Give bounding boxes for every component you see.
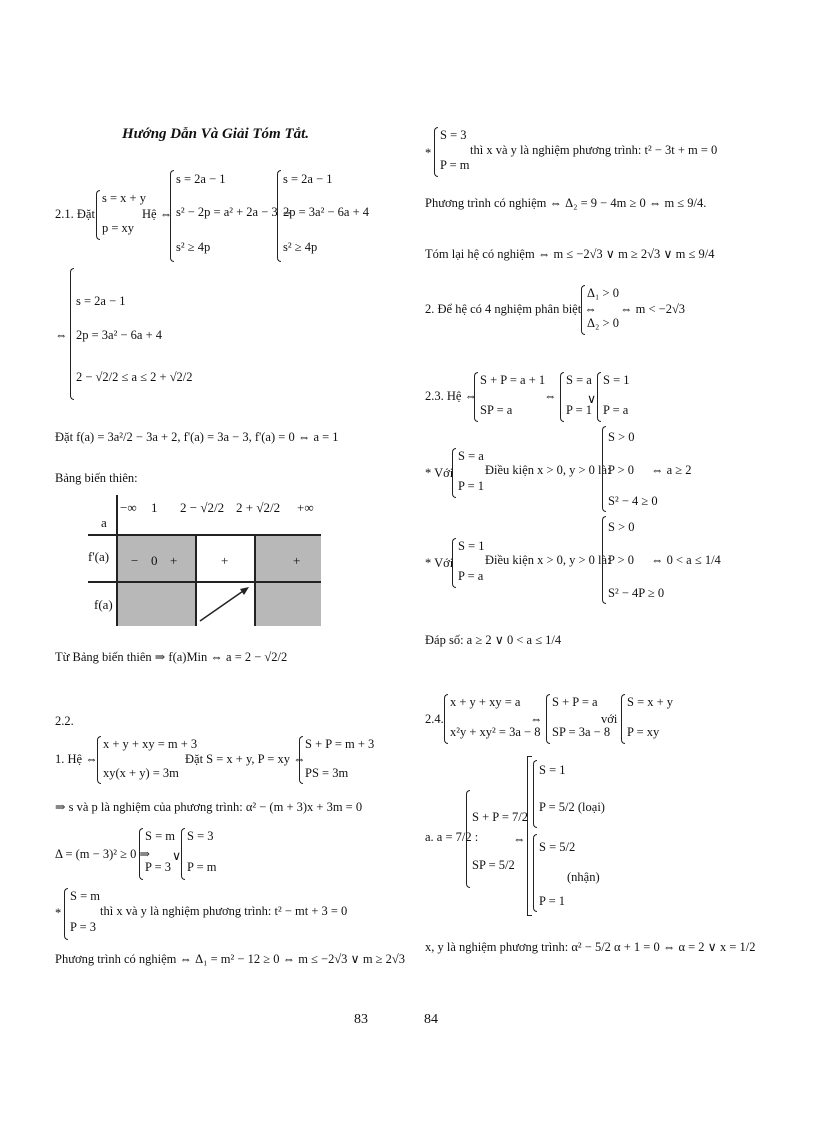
s24-brace3	[621, 694, 625, 744]
s23-or: ∨	[587, 392, 597, 406]
s21-sys4-c: 2 − √2/2 ≤ a ≤ 2 + √2/2	[76, 370, 193, 384]
s22-l3: Δ = (m − 3)² ≥ 0 ⇒	[55, 847, 150, 861]
s24-sys3-b: P = xy	[627, 725, 660, 739]
increase-arrow-icon	[196, 583, 254, 625]
s23-c2-pre: * Với	[425, 556, 454, 570]
s21-func: Đặt f(a) = 3a²/2 − 3a + 2, f'(a) = 3a − 3, f'(a) = 0 ⇔ a = 1	[55, 430, 339, 444]
s22-l4-sys-a: S = m	[70, 889, 100, 903]
s21-sys2-c: s² ≥ 4p	[176, 240, 211, 254]
s23-c1-mid: Điều kiện x > 0, y > 0 là:	[485, 463, 611, 477]
s22-brace4	[181, 828, 185, 880]
table-sign-2: 0	[151, 553, 158, 568]
s22-heading: 2.2.	[55, 714, 74, 728]
table-x-2: 1	[151, 500, 158, 515]
s21-sys1-a: s = x + y	[102, 191, 146, 205]
table-sign-3: +	[170, 553, 178, 568]
r4-sys-a: Δ₁ > 0	[587, 286, 619, 300]
s22-l3-or: ∨	[172, 849, 182, 863]
s24-opt2-brace	[533, 834, 537, 912]
s22-brace3	[139, 828, 143, 880]
s21-sys2-a: s = 2a − 1	[176, 172, 226, 186]
s23-c1-cond-brace	[602, 426, 606, 512]
s23-brace1	[474, 372, 478, 422]
s24-opt1-a: S = 1	[539, 763, 566, 777]
s23-sys1-a: S + P = a + 1	[480, 373, 546, 387]
s21-sys4-a: s = 2a − 1	[76, 294, 126, 308]
s23-c2-brace	[452, 538, 456, 588]
s23-pre: 2.3. Hệ ⇔	[425, 389, 478, 403]
s23-c1-cond-c: S² − 4 ≥ 0	[608, 494, 658, 508]
s24-a-pre: a. a = 7/2 :	[425, 830, 479, 844]
s22-l1-sys2-a: S + P = m + 3	[305, 737, 375, 751]
table-shade-4	[255, 582, 321, 626]
s24-opt2-b: P = 1	[539, 894, 566, 908]
s22-l3-sys1-b: P = 3	[145, 860, 172, 874]
s21-sys3-b: 2p = 3a² − 6a + 4	[283, 205, 369, 219]
s24-brace1	[444, 694, 448, 744]
s23-c1-cond-b: P > 0	[608, 463, 635, 477]
table-vline-main	[116, 495, 118, 626]
page-number-left: 83	[354, 1012, 368, 1027]
s23-c1-brace	[452, 448, 456, 498]
s21-equiv: ⇔	[55, 328, 68, 342]
s23-sys2-b: P = 1	[566, 403, 593, 417]
s23-c1-res: ⇔ a ≥ 2	[651, 463, 692, 477]
table-x-3: 2 − √2/2	[180, 500, 225, 515]
s22-brace2	[299, 736, 303, 784]
s23-c1-pre: * Với	[425, 466, 454, 480]
s22-l4-sys-b: P = 3	[70, 920, 97, 934]
s21-sys4-b: 2p = 3a² − 6a + 4	[76, 328, 162, 342]
s23-answer: Đáp số: a ≥ 2 ∨ 0 < a ≤ 1/4	[425, 633, 562, 647]
section-title: Hướng Dẫn Và Giải Tóm Tắt.	[122, 126, 310, 142]
s21-brace3	[277, 170, 281, 262]
table-row-f: f(a)	[94, 597, 113, 612]
s22-l4-star: *	[55, 906, 62, 920]
table-shade-3	[117, 582, 195, 626]
r1-star: *	[425, 146, 432, 160]
r4-sys-b: Δ₂ > 0	[587, 316, 619, 330]
s24-sys1-a: x + y + xy = a	[450, 695, 521, 709]
s21-brace2	[170, 170, 174, 262]
s23-c2-mid: Điều kiện x > 0, y > 0 là:	[485, 553, 611, 567]
table-sign-5: +	[293, 553, 301, 568]
r2: Phương trình có nghiệm ⇔ Δ₂ = 9 − 4m ≥ 0 ⇔ m ≤ 9/4.	[425, 196, 707, 210]
s21-sys2-b: s² − 2p = a² + 2a − 3 ⇔	[176, 205, 294, 219]
table-sign-1: −	[131, 553, 139, 568]
s24-a-eq: ⇔	[513, 832, 526, 846]
s24-eq: ⇔	[530, 712, 543, 726]
table-shade-2	[255, 535, 321, 581]
s23-eq: ⇔	[544, 389, 557, 403]
s23-sys3-b: P = a	[603, 403, 629, 417]
s23-sys3-a: S = 1	[603, 373, 630, 387]
s23-c2-res: ⇔ 0 < a ≤ 1/4	[651, 553, 721, 567]
s23-sys1-b: SP = a	[480, 403, 513, 417]
table-x-1: −∞	[120, 500, 137, 515]
table-row-a: a	[101, 515, 107, 530]
s23-c1-sys-a: S = a	[458, 449, 484, 463]
s22-brace5	[64, 888, 68, 940]
s24-opt1-b: P = 5/2 (loại)	[539, 800, 605, 814]
s24-a-sys-a: S + P = 7/2	[472, 810, 529, 824]
s23-c1-cond-a: S > 0	[608, 430, 635, 444]
s22-l2: ⇒ s và p là nghiệm của phương trình: α² − (m + 3)x + 3m = 0	[55, 800, 363, 814]
s24-final: x, y là nghiệm phương trình: α² − 5/2 α + 1 = 0 ⇔ α = 2 ∨ x = 1/2	[425, 940, 756, 954]
s21-label: 2.1. Đặt	[55, 207, 95, 221]
s22-l1-sys-b: xy(x + y) = 3m	[103, 766, 179, 780]
s24-voi: với	[601, 712, 618, 726]
s23-c2-cond-a: S > 0	[608, 520, 635, 534]
table-x-5: +∞	[297, 500, 314, 515]
s24-sys3-a: S = x + y	[627, 695, 674, 709]
s21-sys3-a: s = 2a − 1	[283, 172, 333, 186]
s24-brace2	[546, 694, 550, 744]
table-hline-1	[88, 534, 321, 536]
r1-sys-a: S = 3	[440, 128, 467, 142]
r4-pre: 2. Để hệ có 4 nghiệm phân biệt ⇔	[425, 302, 597, 316]
s23-c2-cond-c: S² − 4P ≥ 0	[608, 586, 665, 600]
s24-a-sys-b: SP = 5/2	[472, 858, 515, 872]
page-number-right: 84	[424, 1012, 438, 1027]
s22-l4-text: thì x và y là nghiệm phương trình: t² − mt + 3 = 0	[100, 904, 348, 918]
s21-sys1-b: p = xy	[102, 221, 135, 235]
s21-brace1	[96, 190, 100, 240]
table-sign-4: +	[221, 553, 229, 568]
s24-opt1-brace	[533, 760, 537, 828]
s24-sys2-a: S + P = a	[552, 695, 598, 709]
r1-brace	[434, 127, 438, 177]
table-x-4: 2 + √2/2	[236, 500, 281, 515]
r3: Tóm lại hệ có nghiệm ⇔ m ≤ −2√3 ∨ m ≥ 2√3 ∨ m ≤ 9/4	[425, 247, 715, 261]
s22-brace1	[97, 736, 101, 784]
s21-conclusion: Từ Bảng biến thiên ⇒ f(a)Min ⇔ a = 2 − √2/2	[55, 650, 288, 664]
r1-text: thì x và y là nghiệm phương trình: t² − 3t + m = 0	[470, 143, 718, 157]
s24-opt2-note: (nhận)	[567, 870, 600, 884]
s22-l3-sys2-b: P = m	[187, 860, 217, 874]
s23-sys2-a: S = a	[566, 373, 592, 387]
s24-square-bracket	[527, 756, 532, 916]
s23-c2-sys-a: S = 1	[458, 539, 485, 553]
s23-c2-cond-brace	[602, 516, 606, 604]
s23-brace2	[560, 372, 564, 422]
r1-sys-b: P = m	[440, 158, 470, 172]
s22-l5: Phương trình có nghiệm ⇔ Δ₁ = m² − 12 ≥ 0 ⇔ m ≤ −2√3 ∨ m ≥ 2√3	[55, 952, 406, 966]
s23-c2-sys-b: P = a	[458, 569, 484, 583]
s24-opt2-a: S = 5/2	[539, 840, 576, 854]
s22-l3-sys1-a: S = m	[145, 829, 175, 843]
r4-post: ⇔ m < −2√3	[620, 302, 686, 316]
s22-l1-sys-a: x + y + xy = m + 3	[103, 737, 198, 751]
s23-c2-cond-b: P > 0	[608, 553, 635, 567]
s22-l1-pre: 1. Hệ ⇔	[55, 752, 98, 766]
s24-a-brace	[466, 790, 470, 888]
s23-brace3	[597, 372, 601, 422]
s23-c1-sys-b: P = 1	[458, 479, 485, 493]
s22-l3-sys2-a: S = 3	[187, 829, 214, 843]
s21-he: Hệ ⇔	[142, 207, 173, 221]
s24-sys2-b: SP = 3a − 8	[552, 725, 611, 739]
s24-pre: 2.4.	[425, 712, 444, 726]
s22-l1-mid: Đặt S = x + y, P = xy ⇔	[185, 752, 306, 766]
s24-sys1-b: x²y + xy² = 3a − 8	[450, 725, 541, 739]
table-row-f1: f'(a)	[88, 549, 110, 564]
r4-brace	[581, 285, 585, 335]
s22-l1-sys2-b: PS = 3m	[305, 766, 349, 780]
bbt-label: Bảng biến thiên:	[55, 471, 138, 485]
s21-brace4	[70, 268, 74, 400]
s21-sys3-c: s² ≥ 4p	[283, 240, 318, 254]
